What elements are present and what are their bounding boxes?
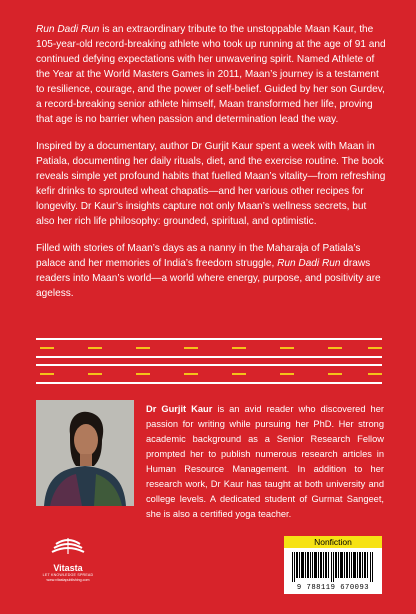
isbn-barcode-box [284, 536, 382, 594]
blurb-paragraph-1 [36, 22, 386, 127]
book-title-italic: Run Dadi Run [277, 258, 341, 269]
book-stack-icon [48, 532, 88, 560]
barcode-icon [284, 550, 382, 582]
book-title-italic: Run Dadi Run [36, 24, 100, 35]
publisher-tagline: LET KNOWLEDGE SPREAD [42, 573, 94, 577]
running-track-divider-2 [36, 364, 382, 384]
publisher-name: Vitasta [53, 563, 83, 573]
publisher-logo [36, 532, 100, 592]
author-bio [146, 402, 384, 522]
running-track-divider-1 [36, 338, 382, 358]
author-bio-text: is an avid reader who discovered her passion for writing while pursuing her PhD. Her strong academic background as a Senior Research Fellow prompted her to publish numerous research articles in Human Resource Management. In addition to her research work, Dr Kaur has taught at both university and college levels. A dedicated student of Gurmat Sangeet, she is also a certified yoga teacher. [146, 404, 384, 519]
genre-label: Nonfiction [284, 536, 382, 548]
blurb-text: is an extraordinary tribute to the unstoppable Maan Kaur, the 105-year-old record-breaking athlete who took up running at the age of 91 and continued defying expectations with her unwavering spirit. Named Athlete of the Year at the World Masters Games in 2011, Maan’s journey is a testament to resilience, courage, and the power of self-belief. Guided by her son Gurdev, a record-breaking senior athlete himself, Maan transformed her life, proving that age is no barrier when passion and determination lead the way. [36, 24, 386, 125]
publisher-url: www.vitastapublishing.com [46, 578, 90, 582]
blurb-text: Filled with stories of Maan’s days as a nanny in the Maharaja of Patiala’s palace and her memories of India’s freedom struggle, [36, 243, 361, 269]
blurb-paragraph-3 [36, 241, 386, 301]
blurb-paragraph-2: Inspired by a documentary, author Dr Gurjit Kaur spent a week with Maan in Patiala, documenting her daily rituals, diet, and the exercise routine. The book reveals simple yet profound habits that fuelled Maan’s vitality—from refreshing kefir drinks to sprouted wheat chapatis—and her various other recipes for longevity. Dr Kaur’s insights capture not only Maan’s wellness secrets, but also her rich life philosophy: grounded, spiritual, and optimistic. [36, 141, 386, 227]
author-photo [36, 400, 134, 506]
back-cover-blurb [36, 22, 386, 313]
author-name: Dr Gurjit Kaur [146, 404, 213, 414]
isbn-number: 9 788119 670093 [296, 584, 370, 592]
blurb-text: draws readers into Maan’s world—a world where energy, purpose, and positivity are ageless. [36, 258, 381, 299]
